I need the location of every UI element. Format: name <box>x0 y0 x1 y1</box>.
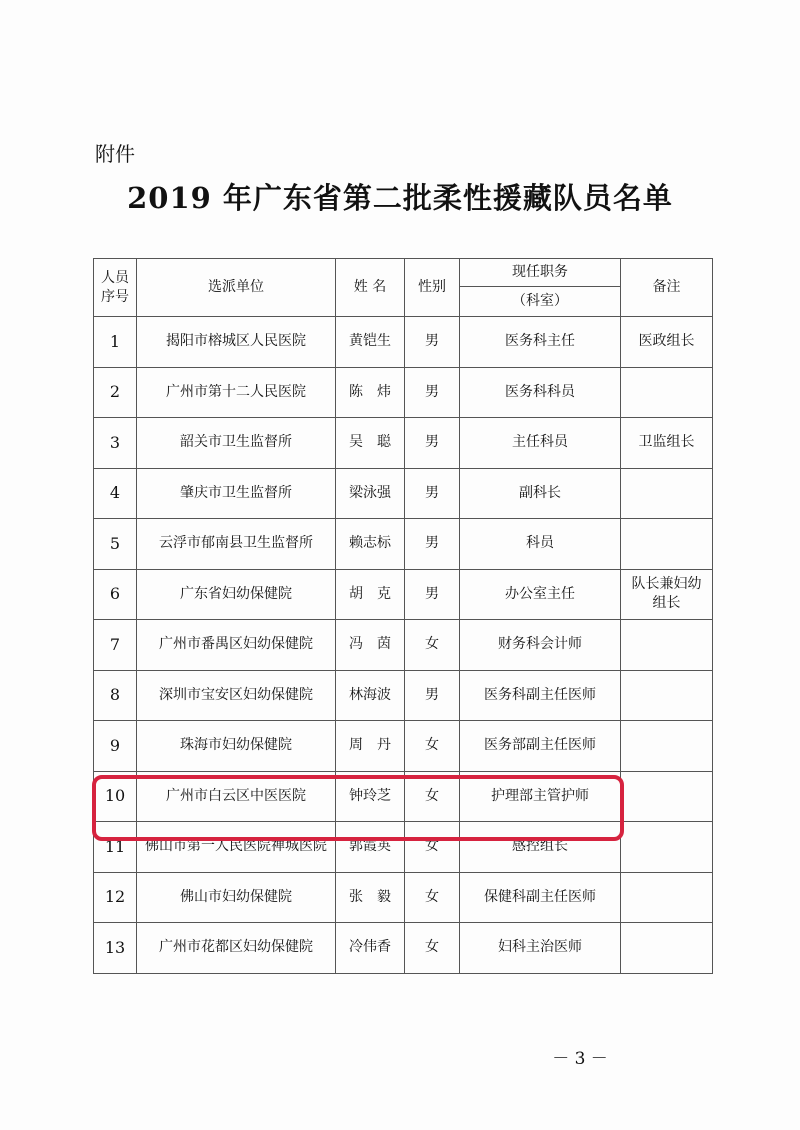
header-gender: 性别 <box>405 259 460 317</box>
cell-gender: 女 <box>405 620 460 671</box>
table-row <box>94 872 713 923</box>
cell-remark <box>621 367 713 418</box>
cell-seq: 9 <box>94 721 137 772</box>
cell-seq: 3 <box>94 418 137 469</box>
table-row <box>94 519 713 570</box>
header-unit: 选派单位 <box>137 259 336 317</box>
header-position-sub: （科室） <box>460 287 621 317</box>
cell-position: 科员 <box>460 519 621 570</box>
page-number: － 3 － <box>552 1049 608 1069</box>
cell-remark <box>621 923 713 974</box>
cell-name: 冷伟香 <box>336 923 405 974</box>
cell-remark <box>621 872 713 923</box>
cell-gender: 男 <box>405 418 460 469</box>
cell-gender: 男 <box>405 468 460 519</box>
cell-name: 梁泳强 <box>336 468 405 519</box>
cell-seq: 8 <box>94 670 137 721</box>
cell-gender: 男 <box>405 519 460 570</box>
header-position: 现任职务 <box>460 259 621 287</box>
cell-name: 胡 克 <box>336 569 405 620</box>
cell-gender: 女 <box>405 923 460 974</box>
table-row <box>94 317 713 368</box>
cell-seq: 11 <box>94 822 137 873</box>
cell-name: 张 毅 <box>336 872 405 923</box>
cell-remark <box>621 620 713 671</box>
cell-name: 陈 炜 <box>336 367 405 418</box>
cell-unit: 肇庆市卫生监督所 <box>137 468 336 519</box>
cell-unit: 珠海市妇幼保健院 <box>137 721 336 772</box>
cell-remark <box>621 822 713 873</box>
cell-unit: 佛山市第一人民医院禅城医院 <box>137 822 336 873</box>
table-row <box>94 721 713 772</box>
cell-remark: 医政组长 <box>621 317 713 368</box>
cell-unit: 佛山市妇幼保健院 <box>137 872 336 923</box>
cell-position: 医务科主任 <box>460 317 621 368</box>
cell-seq: 6 <box>94 569 137 620</box>
cell-unit: 广州市番禺区妇幼保健院 <box>137 620 336 671</box>
cell-unit: 云浮市郁南县卫生监督所 <box>137 519 336 570</box>
table-row <box>94 822 713 873</box>
cell-position: 妇科主治医师 <box>460 923 621 974</box>
cell-remark <box>621 721 713 772</box>
header-name: 姓 名 <box>336 259 405 317</box>
table-row <box>94 771 713 822</box>
cell-remark <box>621 468 713 519</box>
table-row <box>94 620 713 671</box>
cell-gender: 女 <box>405 721 460 772</box>
cell-name: 吴 聪 <box>336 418 405 469</box>
cell-gender: 女 <box>405 771 460 822</box>
cell-seq: 13 <box>94 923 137 974</box>
cell-name: 冯 茵 <box>336 620 405 671</box>
cell-name: 钟玲芝 <box>336 771 405 822</box>
header-seq: 人员 序号 <box>94 259 137 317</box>
cell-gender: 男 <box>405 367 460 418</box>
cell-position: 主任科员 <box>460 418 621 469</box>
table-row <box>94 418 713 469</box>
cell-gender: 女 <box>405 872 460 923</box>
table-row <box>94 923 713 974</box>
roster-table-body <box>94 259 713 974</box>
cell-name: 林海波 <box>336 670 405 721</box>
cell-seq: 1 <box>94 317 137 368</box>
cell-gender: 男 <box>405 569 460 620</box>
cell-seq: 10 <box>94 771 137 822</box>
cell-remark <box>621 670 713 721</box>
cell-position: 财务科会计师 <box>460 620 621 671</box>
cell-position: 副科长 <box>460 468 621 519</box>
cell-remark <box>621 519 713 570</box>
cell-position: 医务科科员 <box>460 367 621 418</box>
cell-seq: 4 <box>94 468 137 519</box>
cell-position: 保健科副主任医师 <box>460 872 621 923</box>
attachment-label: 附件 <box>95 142 135 166</box>
cell-name: 郭霞英 <box>336 822 405 873</box>
cell-unit: 深圳市宝安区妇幼保健院 <box>137 670 336 721</box>
cell-name: 赖志标 <box>336 519 405 570</box>
cell-gender: 男 <box>405 670 460 721</box>
cell-seq: 5 <box>94 519 137 570</box>
cell-position: 医务科副主任医师 <box>460 670 621 721</box>
header-remark: 备注 <box>621 259 713 317</box>
cell-unit: 韶关市卫生监督所 <box>137 418 336 469</box>
header-row <box>94 259 713 287</box>
cell-unit: 广州市白云区中医医院 <box>137 771 336 822</box>
roster-table <box>93 258 713 974</box>
cell-gender: 男 <box>405 317 460 368</box>
cell-remark: 卫监组长 <box>621 418 713 469</box>
cell-seq: 2 <box>94 367 137 418</box>
cell-seq: 12 <box>94 872 137 923</box>
cell-unit: 揭阳市榕城区人民医院 <box>137 317 336 368</box>
table-row <box>94 569 713 620</box>
cell-remark: 队长兼妇幼 组长 <box>621 569 713 620</box>
cell-unit: 广州市花都区妇幼保健院 <box>137 923 336 974</box>
cell-seq: 7 <box>94 620 137 671</box>
cell-remark <box>621 771 713 822</box>
cell-position: 感控组长 <box>460 822 621 873</box>
cell-position: 办公室主任 <box>460 569 621 620</box>
cell-unit: 广东省妇幼保健院 <box>137 569 336 620</box>
cell-name: 黄铠生 <box>336 317 405 368</box>
document-title: 2019 年广东省第二批柔性援藏队员名单 <box>127 181 673 215</box>
table-row <box>94 468 713 519</box>
table-row <box>94 367 713 418</box>
cell-position: 护理部主管护师 <box>460 771 621 822</box>
table-row <box>94 670 713 721</box>
cell-name: 周 丹 <box>336 721 405 772</box>
cell-position: 医务部副主任医师 <box>460 721 621 772</box>
cell-gender: 女 <box>405 822 460 873</box>
cell-unit: 广州市第十二人民医院 <box>137 367 336 418</box>
